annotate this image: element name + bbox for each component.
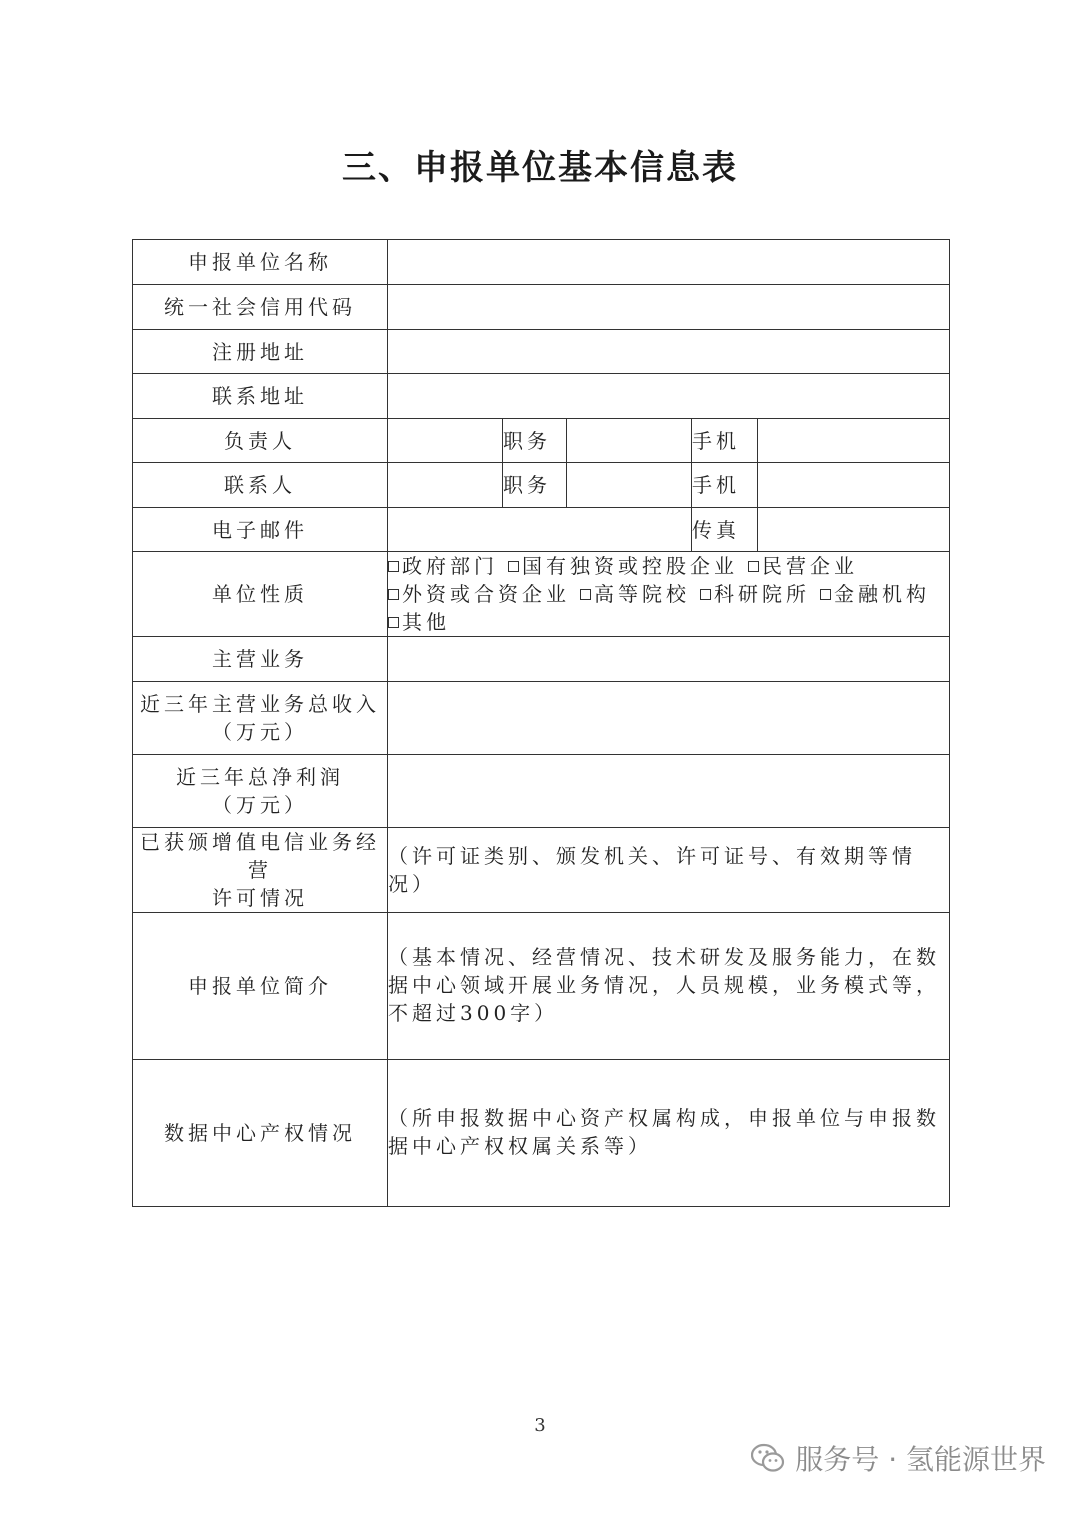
field-intro-note[interactable]: （基本情况、经营情况、技术研发及服务能力，在数据中心领域开展业务情况，人员规模，业务模式等，不超过300字） — [388, 913, 950, 1060]
option-other: 其他 — [388, 610, 450, 634]
checkbox-icon[interactable] — [388, 617, 399, 628]
option-private: 民营企业 — [748, 554, 858, 578]
field-contact-person[interactable] — [388, 463, 503, 508]
field-unit-name[interactable] — [388, 240, 950, 285]
checkbox-icon[interactable] — [580, 589, 591, 600]
field-revenue[interactable] — [388, 682, 950, 755]
page-title: 三、申报单位基本信息表 — [342, 148, 738, 188]
field-credit-code[interactable] — [388, 285, 950, 330]
field-fax[interactable] — [758, 508, 950, 552]
label-license: 已获颁增值电信业务经营 许可情况 — [133, 828, 388, 913]
label-intro: 申报单位简介 — [133, 913, 388, 1060]
label-credit-code: 统一社会信用代码 — [133, 285, 388, 330]
field-leader[interactable] — [388, 419, 503, 463]
field-contact-address[interactable] — [388, 374, 950, 419]
label-leader-mobile: 手机 — [692, 419, 758, 463]
checkbox-icon[interactable] — [820, 589, 831, 600]
label-leader: 负责人 — [133, 419, 388, 463]
checkbox-icon[interactable] — [388, 589, 399, 600]
label-contact-position: 职务 — [503, 463, 567, 508]
label-main-business: 主营业务 — [133, 637, 388, 682]
label-contact-address: 联系地址 — [133, 374, 388, 419]
field-license-note[interactable]: （许可证类别、颁发机关、许可证号、有效期等情况） — [388, 828, 950, 913]
option-university: 高等院校 — [580, 582, 690, 606]
wechat-icon — [751, 1443, 785, 1473]
option-state-owned: 国有独资或控股企业 — [508, 554, 738, 578]
field-leader-mobile[interactable] — [758, 419, 950, 463]
field-email[interactable] — [388, 508, 692, 552]
label-unit-name: 申报单位名称 — [133, 240, 388, 285]
checkbox-icon[interactable] — [508, 561, 519, 572]
field-profit[interactable] — [388, 755, 950, 828]
field-contact-mobile[interactable] — [758, 463, 950, 508]
label-unit-nature: 单位性质 — [133, 552, 388, 637]
label-contact-person: 联系人 — [133, 463, 388, 508]
field-property-note[interactable]: （所申报数据中心资产权属构成，申报单位与申报数据中心产权权属关系等） — [388, 1060, 950, 1207]
label-profit: 近三年总净利润 （万元） — [133, 755, 388, 828]
page-number: 3 — [534, 1415, 546, 1436]
checkbox-icon[interactable] — [748, 561, 759, 572]
field-reg-address[interactable] — [388, 330, 950, 374]
field-contact-position[interactable] — [567, 463, 692, 508]
option-research: 科研院所 — [700, 582, 810, 606]
label-leader-position: 职务 — [503, 419, 567, 463]
label-email: 电子邮件 — [133, 508, 388, 552]
label-property: 数据中心产权情况 — [133, 1060, 388, 1207]
info-table — [132, 239, 950, 1207]
label-fax: 传真 — [692, 508, 758, 552]
field-main-business[interactable] — [388, 637, 950, 682]
watermark — [751, 1440, 1046, 1476]
option-foreign: 外资或合资企业 — [388, 582, 570, 606]
label-contact-mobile: 手机 — [692, 463, 758, 508]
label-revenue: 近三年主营业务总收入 （万元） — [133, 682, 388, 755]
checkbox-icon[interactable] — [388, 561, 399, 572]
option-finance: 金融机构 — [820, 582, 930, 606]
field-leader-position[interactable] — [567, 419, 692, 463]
checkbox-icon[interactable] — [700, 589, 711, 600]
option-government: 政府部门 — [388, 554, 498, 578]
unit-nature-options — [388, 552, 950, 637]
watermark-text: 服务号 · 氢能源世界 — [795, 1443, 1046, 1476]
label-reg-address: 注册地址 — [133, 330, 388, 374]
